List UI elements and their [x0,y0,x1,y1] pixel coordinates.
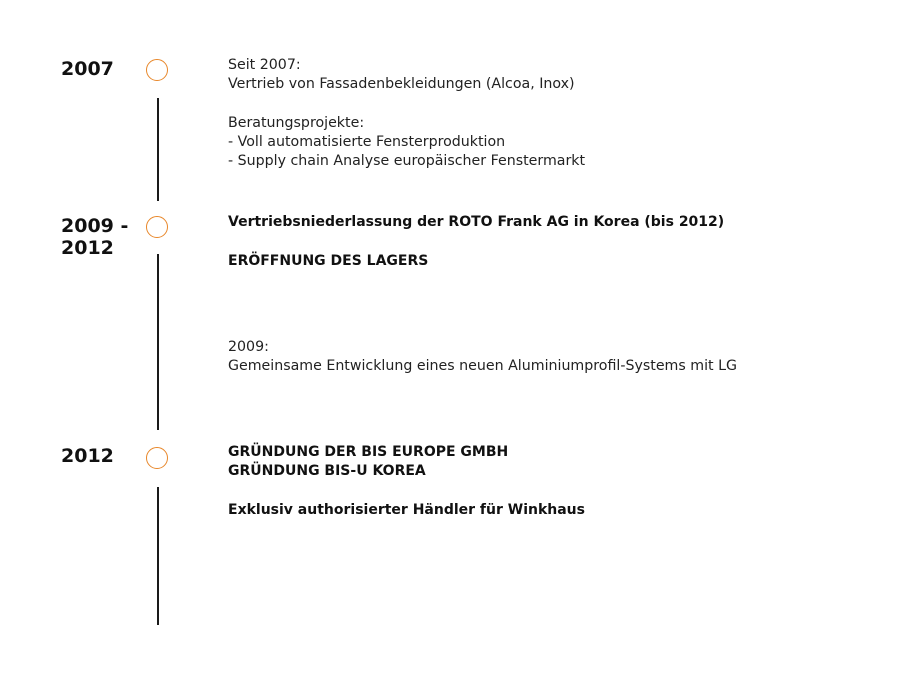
year-label: 2009 - 2012 [61,215,129,259]
year-label: 2007 [61,58,114,80]
circle-marker-icon [146,59,168,81]
entry-text-line: Beratungsprojekte: [228,114,365,131]
entry-text-line: 2009: [228,339,269,355]
entry-text-line: - Supply chain Analyse europäischer Fenstermarkt [228,153,586,170]
entry-heading [228,443,878,482]
entry-heading-line: GRÜNDUNG BIS-U KOREA [228,463,426,480]
entry-heading: Vertriebsniederlassung der ROTO Frank AG in Korea (bis 2012) [228,214,725,230]
entry-text-line: Vertrieb von Fassadenbekleidungen (Alcoa, Inox) [228,76,575,93]
circle-marker-icon [146,216,168,238]
entry-heading-line: GRÜNDUNG DER BIS EUROPE GMBH [228,444,509,460]
entry-heading: ERÖFFNUNG DES LAGERS [228,253,429,269]
entry-heading: Exklusiv authorisierter Händler für Winkhaus [228,502,585,518]
entry-text [228,338,878,377]
entry-text-line: Gemeinsame Entwicklung eines neuen Aluminiumprofil-Systems mit LG [228,358,737,375]
timeline-connector [157,254,159,430]
entry-text-line: Seit 2007: [228,57,301,73]
timeline-connector [157,487,159,625]
entry-text [228,56,878,171]
entry-text-line: - Voll automatisierte Fensterproduktion [228,133,506,150]
circle-marker-icon [146,447,168,469]
timeline-connector [157,98,159,201]
year-label: 2012 [61,445,114,467]
